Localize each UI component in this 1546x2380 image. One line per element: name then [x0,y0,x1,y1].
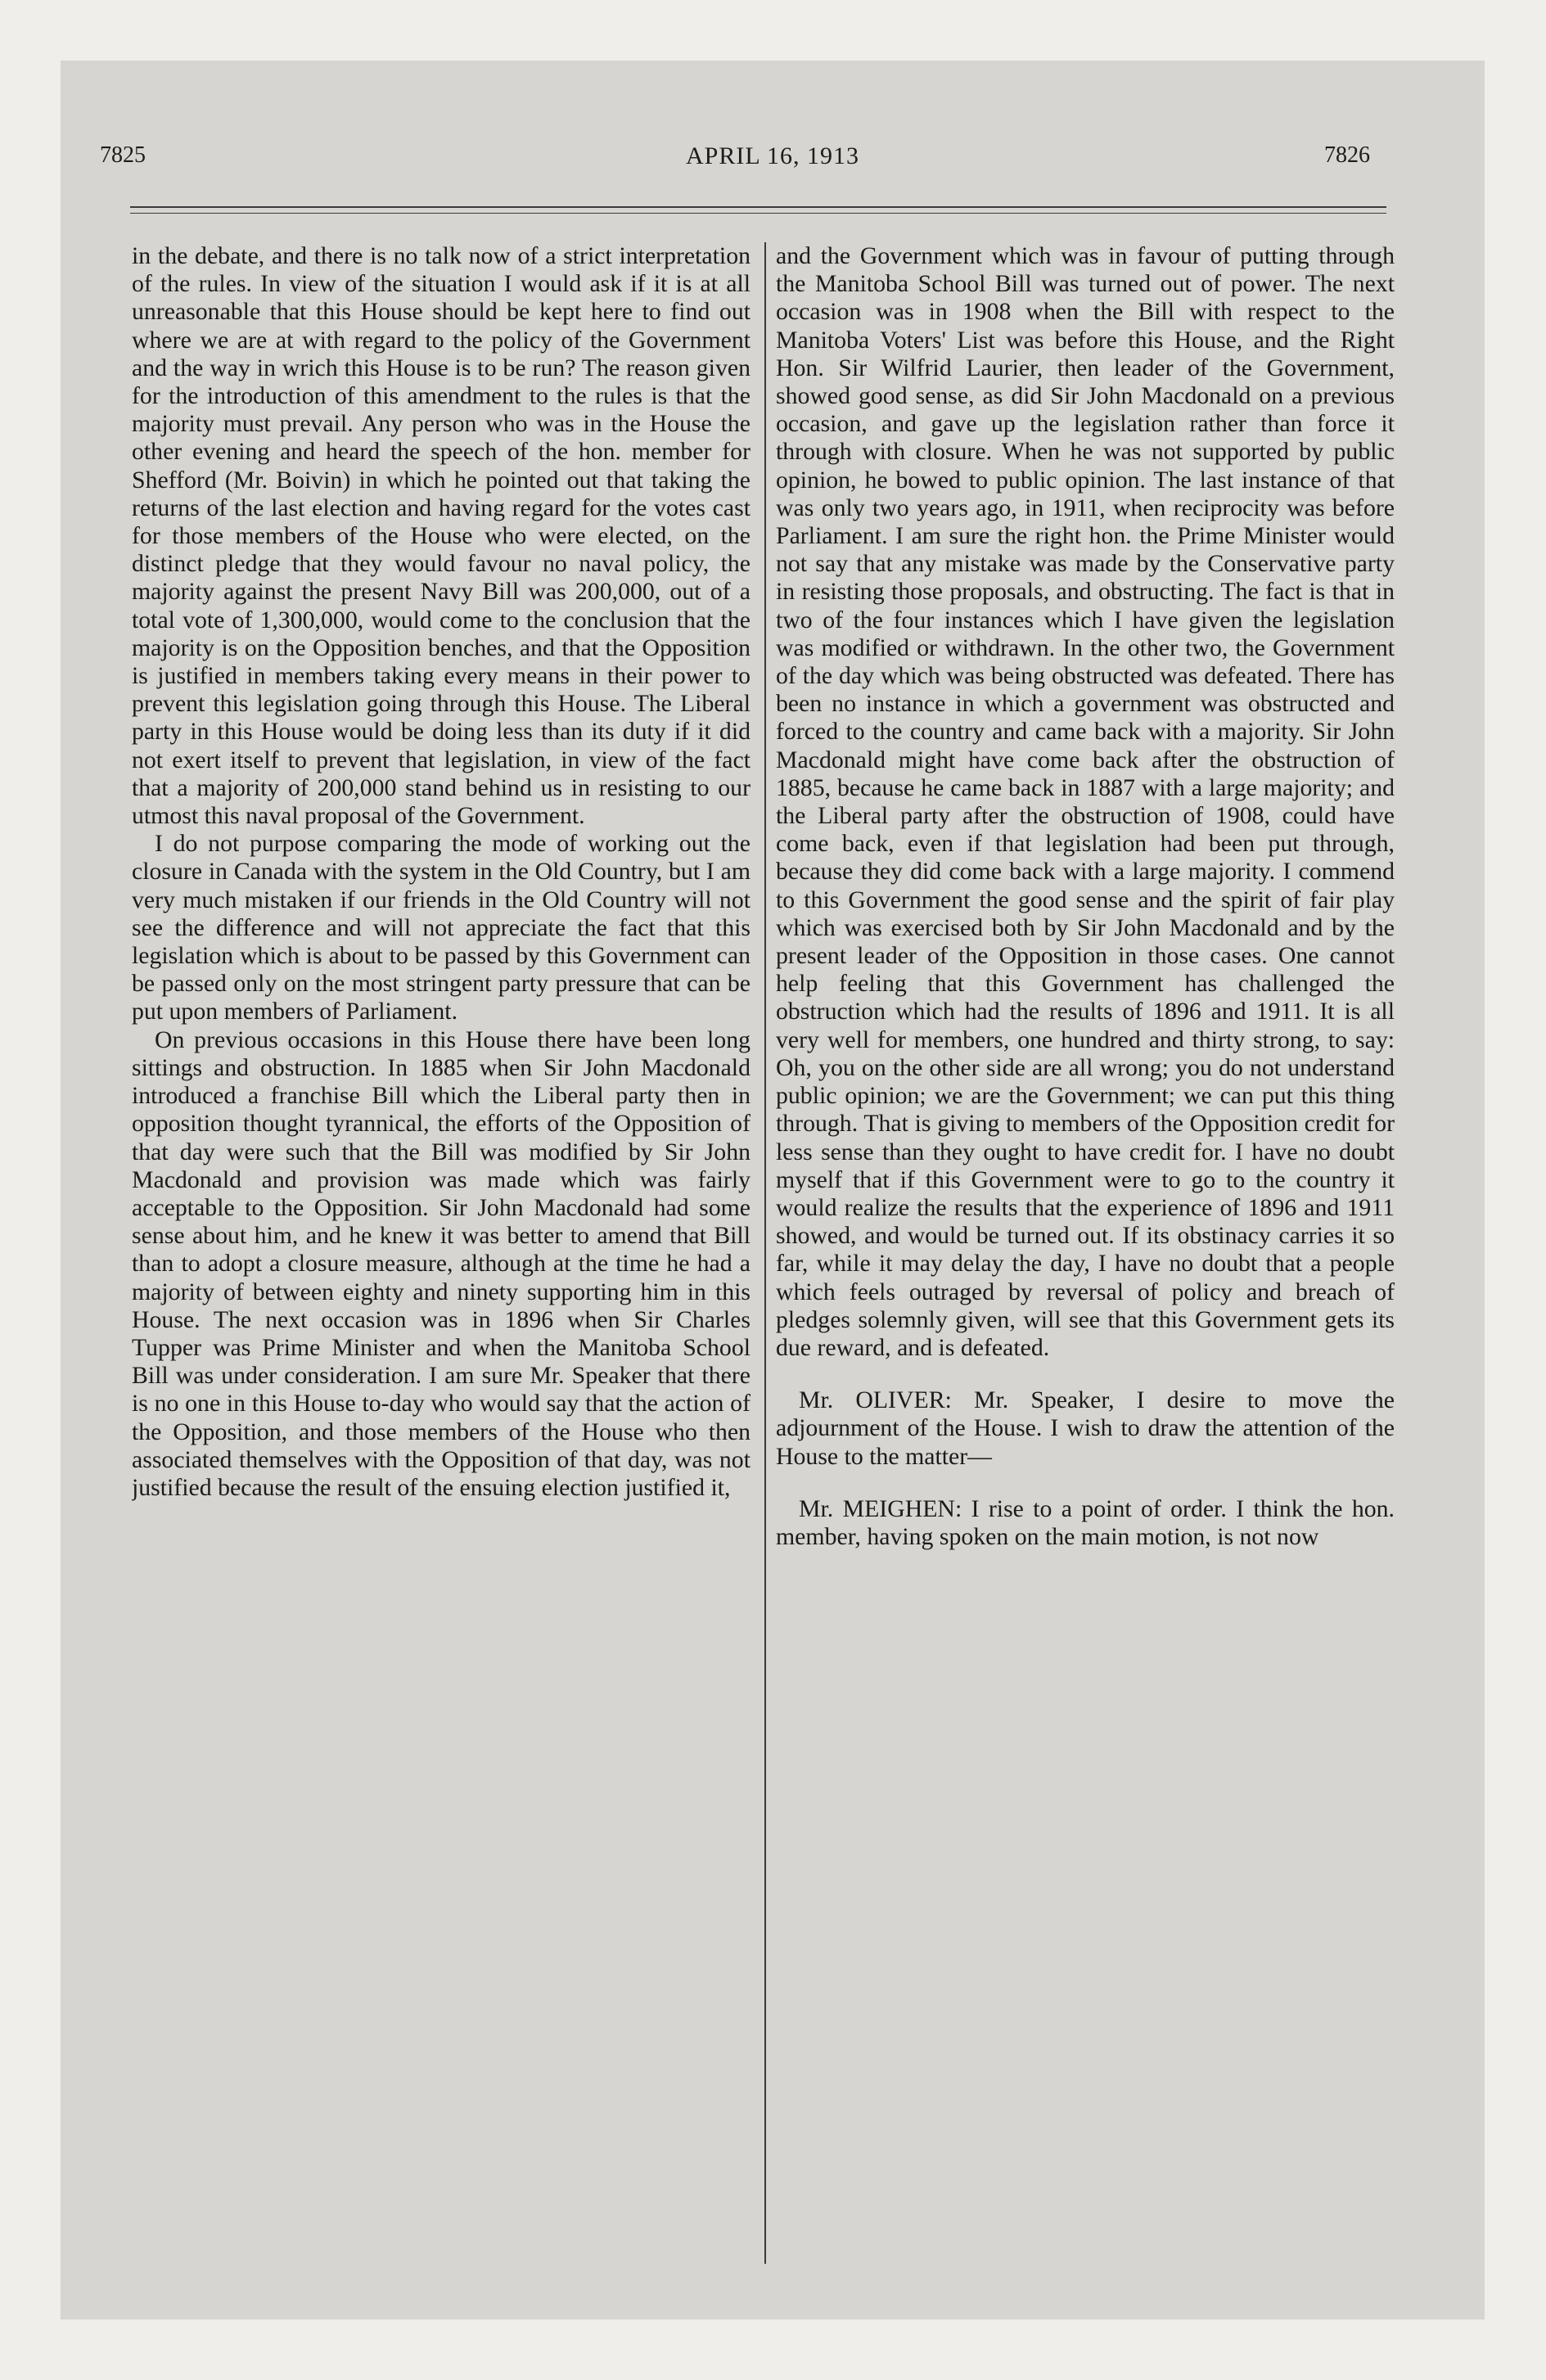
page-header [61,142,1485,192]
column-divider [764,242,766,2264]
paragraph: On previous occasions in this House there have been long sittings and obstruction. In 1885 when Sir John Macdonald introduced a franchise Bill which the Liberal party then in opposition thought tyrannical, the efforts of the Opposition of that day were such that the Bill was modified by Sir John Macdonald and provision was made which was fairly acceptable to the Opposition. Sir John Macdonald had some sense about him, and he knew it was better to amend that Bill than to adopt a closure measure, although at the time he had a majority of between eighty and ninety supporting him in this House. The next occasion was in 1896 when Sir Charles Tupper was Prime Minister and when the Manitoba School Bill was under consideration. I am sure Mr. Speaker that there is no one in this House to-day who would say that the action of the Opposition, and those members of the House who then associated themselves with the Opposition of that day, was not justified because the result of the ensuing election justified it, [132,1025,750,1501]
left-page-number: 7825 [100,142,146,168]
speaker-paragraph-meighen: Mr. MEIGHEN: I rise to a point of order. I think the hon. member, having spoken on the main motion, is not now [776,1494,1395,1550]
paragraph: I do not purpose comparing the mode of working out the closure in Canada with the system in the Old Country, but I am very much mistaken if our friends in the Old Country will not see the difference and will not appreciate the fact that this legislation which is about to be passed by this Government can be passed only on the most stringent party pressure that can be put upon members of Parliament. [132,830,750,1025]
speaker-paragraph-oliver: Mr. OLIVER: Mr. Speaker, I desire to move the adjournment of the House. I wish to draw the attention of the House to the matter— [776,1386,1395,1470]
paragraph: in the debate, and there is no talk now of a strict interpretation of the rules. In view of the situation I would ask if it is at all unreasonable that this House should be kept here to find out where we are at with regard to the policy of the Government and the way in wrich this House is to be run? The reason given for the introduction of this amendment to the rules is that the majority must prevail. Any person who was in the House the other evening and heard the speech of the hon. member for Shefford (Mr. Boivin) in which he pointed out that taking the returns of the last election and having regard for the votes cast for those members of the House who were elected, on the distinct pledge that they would favour no naval policy, the majority against the present Navy Bill was 200,000, out of a total vote of 1,300,000, would come to the conclusion that the majority is on the Opposition benches, and that the Opposition is justified in members taking every means in their power to prevent this legislation going through this House. The Liberal party in this House would be doing less than its duty if it did not exert itself to prevent that legislation, in view of the fact that a majority of 200,000 stand behind us in resisting to our utmost this naval proposal of the Government. [132,242,750,830]
right-page-number: 7826 [1324,142,1370,168]
document-page [61,61,1485,2319]
paragraph: and the Government which was in favour of putting through the Manitoba School Bill was turned out of power. The next occasion was in 1908 when the Bill with respect to the Manitoba Voters' List was before this House, and the Right Hon. Sir Wilfrid Laurier, then leader of the Government, showed good sense, as did Sir John Macdonald on a previous occasion, and gave up the legislation rather than force it through with closure. When he was not supported by public opinion, he bowed to public opinion. The last instance of that was only two years ago, in 1911, when reciprocity was before Parliament. I am sure the right hon. the Prime Minister would not say that any mistake was made by the Conservative party in resisting those proposals, and obstructing. The fact is that in two of the four instances which I have given the legislation was modified or withdrawn. In the other two, the Government of the day which was being obstructed was defeated. There has been no instance in which a government was obstructed and forced to the country and came back with a majority. Sir John Macdonald might have come back after the obstruction of 1885, because he came back in 1887 with a large majority; and the Liberal party after the obstruction of 1908, could have come back, even if that legislation had been put through, because they did come back with a large majority. I commend to this Government the good sense and the spirit of fair play which was exercised both by Sir John Macdonald and by the present leader of the Opposition in those cases. One cannot help feeling that this Government has challenged the obstruction which had the results of 1896 and 1911. It is all very well for members, one hundred and thirty strong, to say: Oh, you on the other side are all wrong; you do not understand public opinion; we are the Government; we can put this thing through. That is giving to members of the Opposition credit for less sense than they ought to have credit for. I have no doubt myself that if this Government were to go to the country it would realize the results that the experience of 1896 and 1911 showed, and would be turned out. If its obstinacy carries it so far, while it may delay the day, I have no doubt that a people which feels outraged by reversal of policy and breach of pledges solemnly given, will see that this Government gets its due reward, and is defeated. [776,242,1395,1361]
page-date: APRIL 16, 1913 [685,142,860,169]
header-rule [130,206,1386,208]
left-column [132,242,750,2280]
right-column [776,242,1395,2280]
header-rule-thin [130,213,1386,214]
